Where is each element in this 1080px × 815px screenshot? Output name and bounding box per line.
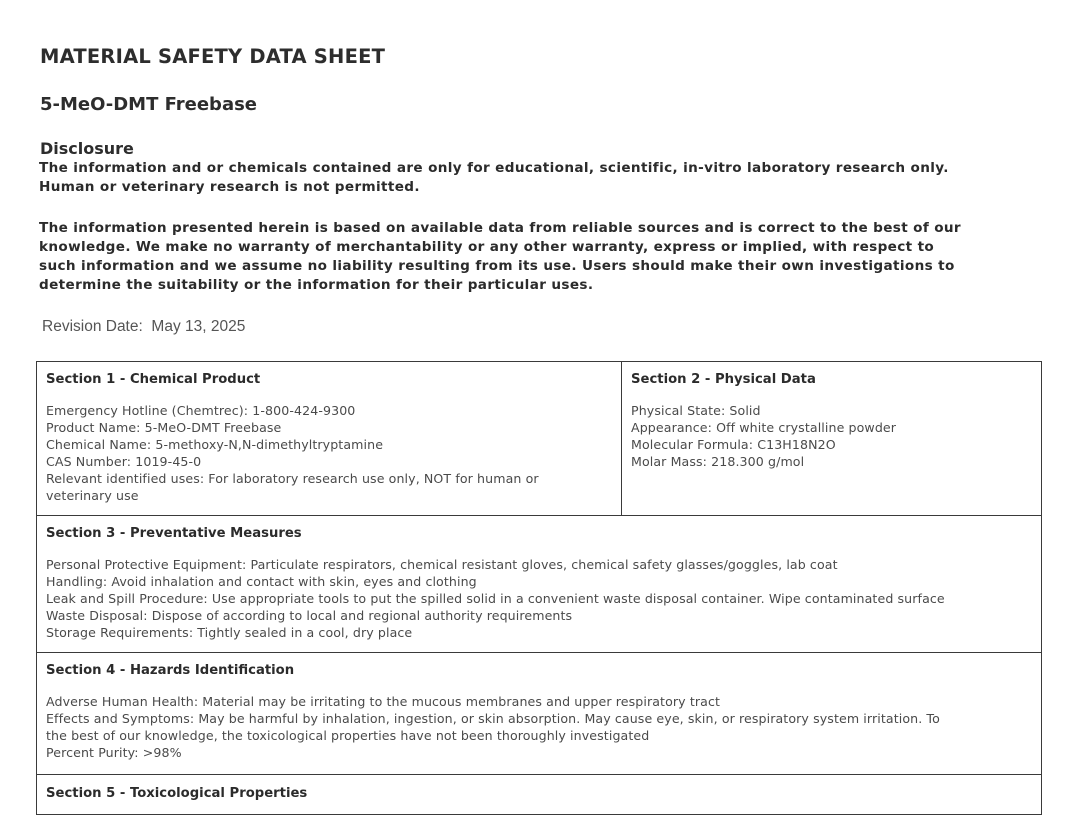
section-line: Leak and Spill Procedure: Use appropriate tools to put the spilled solid in a convenient waste disposal container. Wipe contaminated surface xyxy=(46,591,945,606)
section-2-physical-data xyxy=(622,362,1041,515)
disclosure-text xyxy=(39,159,949,197)
section-line: Chemical Name: 5-methoxy-N,N-dimethyltryptamine xyxy=(46,437,384,452)
product-title: 5-MeO-DMT Freebase xyxy=(40,94,258,115)
section-line: Product Name: 5-MeO-DMT Freebase xyxy=(46,420,282,435)
section-line: Emergency Hotline (Chemtrec): 1-800-424-9300 xyxy=(46,403,356,418)
section-line: Storage Requirements: Tightly sealed in a cool, dry place xyxy=(46,625,413,640)
revision-date-row xyxy=(42,318,245,336)
section-line: Molar Mass: 218.300 g/mol xyxy=(631,454,805,469)
section-line: Molecular Formula: C13H18N2O xyxy=(631,437,836,452)
section-title: Section 5 - Toxicological Properties xyxy=(46,786,308,801)
msds-sections-table xyxy=(36,361,1042,815)
section-line: veterinary use xyxy=(46,488,139,503)
section-1-chemical-product xyxy=(37,362,622,515)
section-line: CAS Number: 1019-45-0 xyxy=(46,454,202,469)
section-title: Section 4 - Hazards Identification xyxy=(46,663,295,678)
section-line: Adverse Human Health: Material may be irritating to the mucous membranes and upper respiratory tract xyxy=(46,694,721,709)
document-title: MATERIAL SAFETY DATA SHEET xyxy=(40,45,386,68)
section-line: Relevant identified uses: For laboratory research use only, NOT for human or xyxy=(46,471,539,486)
disclosure-line: Human or veterinary research is not permitted. xyxy=(39,179,420,195)
section-4-hazards-identification xyxy=(36,653,1042,775)
section-title: Section 1 - Chemical Product xyxy=(46,372,261,387)
disclosure-line: The information and or chemicals contained are only for educational, scientific, in-vitro laboratory research only. xyxy=(39,160,949,176)
revision-label: Revision Date: xyxy=(42,318,143,335)
section-3-body xyxy=(37,516,1041,652)
warranty-line: such information and we assume no liability resulting from its use. Users should make their own investigations to xyxy=(39,258,955,274)
section-line: the best of our knowledge, the toxicological properties have not been thoroughly investigated xyxy=(46,728,650,743)
section-line: Handling: Avoid inhalation and contact with skin, eyes and clothing xyxy=(46,574,477,589)
section-line: Waste Disposal: Dispose of according to local and regional authority requirements xyxy=(46,608,573,623)
section-4-body xyxy=(37,653,1041,774)
warranty-line: knowledge. We make no warranty of merchantability or any other warranty, express or implied, with respect to xyxy=(39,239,935,255)
section-title: Section 3 - Preventative Measures xyxy=(46,526,302,541)
section-title: Section 2 - Physical Data xyxy=(631,372,816,387)
section-5-toxicological-properties xyxy=(36,775,1042,815)
section-line: Effects and Symptoms: May be harmful by inhalation, ingestion, or skin absorption. May cause eye, skin, or respiratory system irritation. To xyxy=(46,711,940,726)
revision-date: May 13, 2025 xyxy=(151,318,246,335)
section-line: Appearance: Off white crystalline powder xyxy=(631,420,897,435)
warranty-line: determine the suitability or the information for their particular uses. xyxy=(39,277,594,293)
sections-row-1-2 xyxy=(36,361,1042,516)
section-line: Percent Purity: >98% xyxy=(46,745,182,760)
section-line: Personal Protective Equipment: Particulate respirators, chemical resistant gloves, chemical safety glasses/goggles, lab coat xyxy=(46,557,838,572)
disclosure-heading: Disclosure xyxy=(40,139,134,158)
warranty-disclaimer xyxy=(39,219,961,295)
section-3-preventative-measures xyxy=(36,516,1042,653)
warranty-line: The information presented herein is based on available data from reliable sources and is correct to the best of our xyxy=(39,220,961,236)
section-5-body xyxy=(37,775,1041,814)
section-line: Physical State: Solid xyxy=(631,403,761,418)
